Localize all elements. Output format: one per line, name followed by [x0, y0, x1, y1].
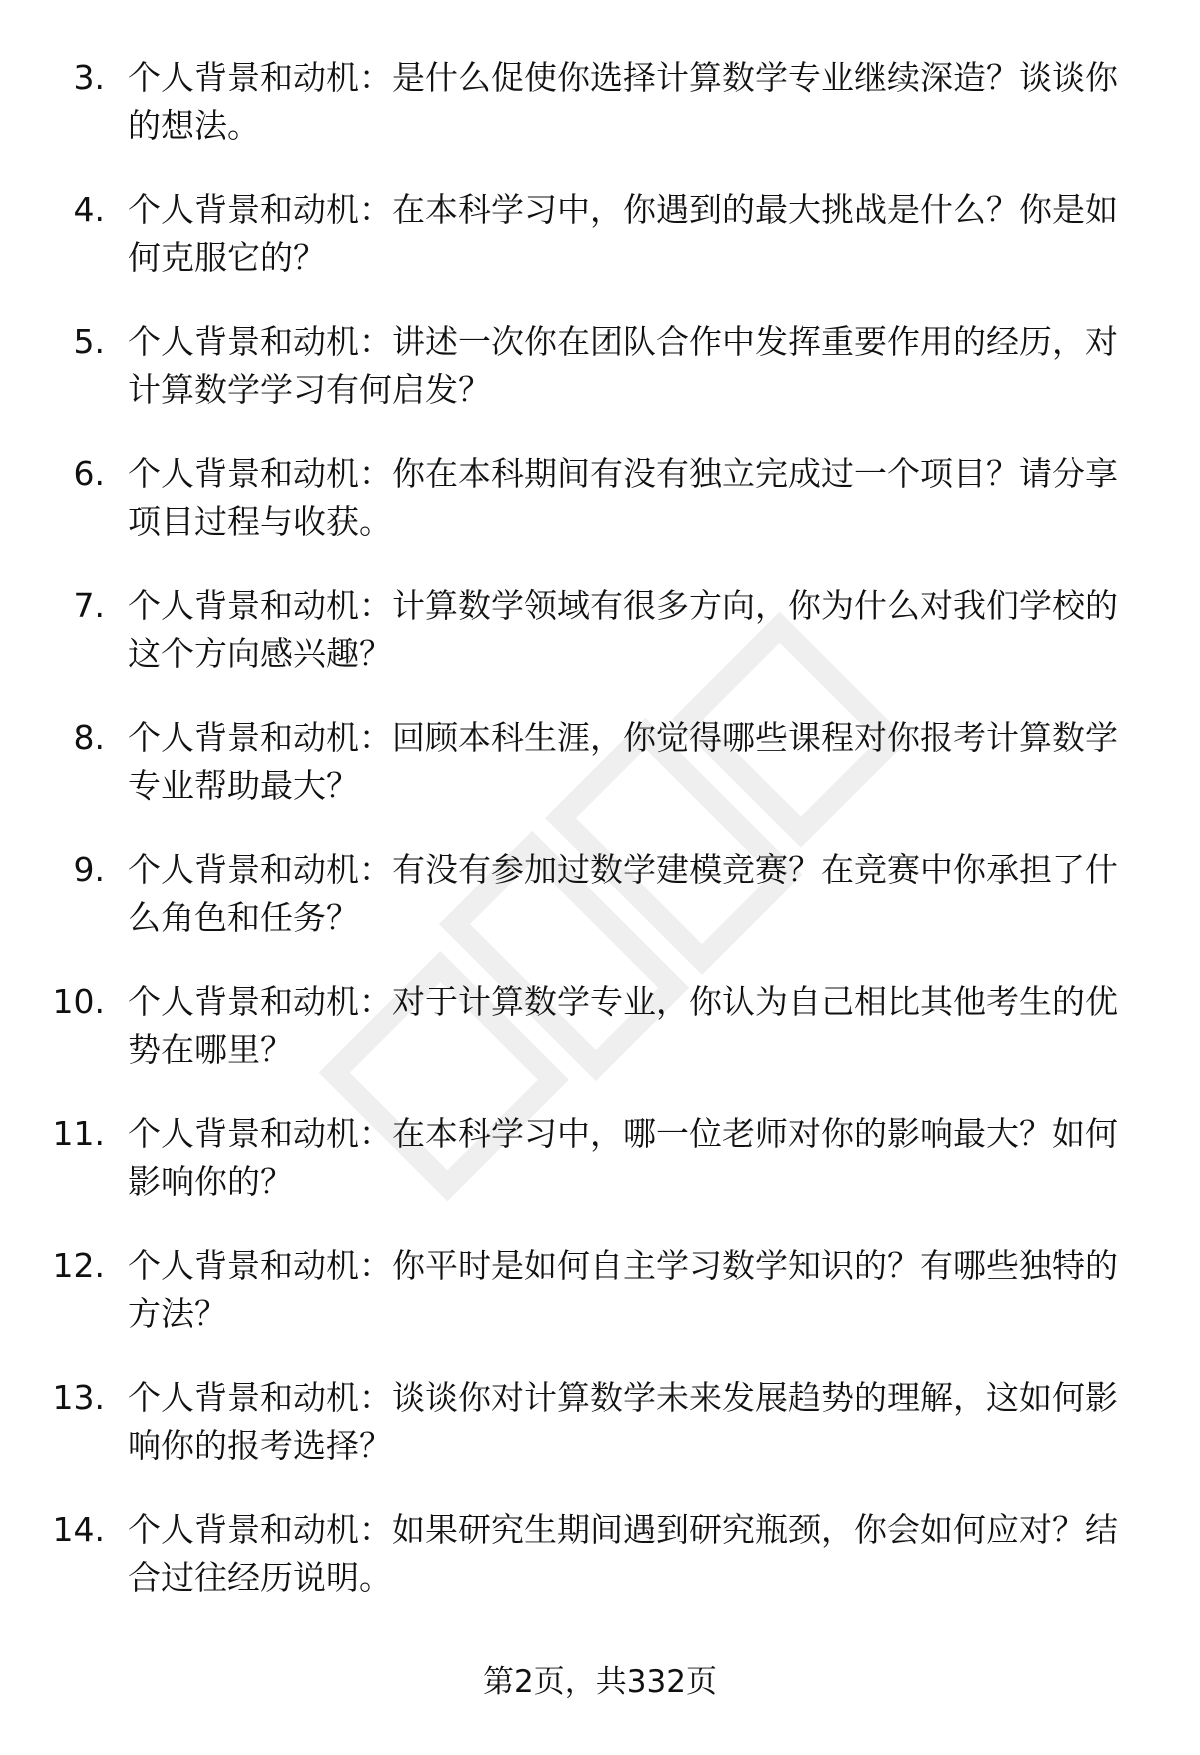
item-text: 个人背景和动机：你在本科期间有没有独立完成过一个项目？请分享项目过程与收获。	[128, 454, 1118, 541]
item-number: 4.	[73, 190, 105, 229]
item-number: 6.	[73, 454, 105, 493]
list-item	[0, 1374, 1200, 1506]
item-number: 5.	[73, 322, 105, 361]
item-text: 个人背景和动机：是什么促使你选择计算数学专业继续深造？谈谈你的想法。	[128, 58, 1118, 145]
item-number: 3.	[73, 58, 105, 97]
list-item	[0, 978, 1200, 1110]
list-item	[0, 450, 1200, 582]
item-text: 个人背景和动机：如果研究生期间遇到研究瓶颈，你会如何应对？结合过往经历说明。	[128, 1510, 1118, 1597]
item-text: 个人背景和动机：讲述一次你在团队合作中发挥重要作用的经历，对计算数学学习有何启发？	[128, 322, 1118, 409]
list-item	[0, 1110, 1200, 1242]
item-text: 个人背景和动机：你平时是如何自主学习数学知识的？有哪些独特的方法？	[128, 1246, 1118, 1333]
list-item	[0, 318, 1200, 450]
item-text: 个人背景和动机：有没有参加过数学建模竞赛？在竞赛中你承担了什么角色和任务？	[128, 850, 1118, 937]
list-item	[0, 186, 1200, 318]
list-item	[0, 54, 1200, 186]
item-number: 14.	[52, 1510, 105, 1549]
list-item	[0, 714, 1200, 846]
item-number: 11.	[52, 1114, 105, 1153]
item-number: 10.	[52, 982, 105, 1021]
item-number: 9.	[73, 850, 105, 889]
item-number: 8.	[73, 718, 105, 757]
list-item	[0, 582, 1200, 714]
list-item	[0, 1506, 1200, 1638]
item-text: 个人背景和动机：回顾本科生涯，你觉得哪些课程对你报考计算数学专业帮助最大？	[128, 718, 1118, 805]
item-number: 13.	[52, 1378, 105, 1417]
item-text: 个人背景和动机：计算数学领域有很多方向，你为什么对我们学校的这个方向感兴趣？	[128, 586, 1118, 673]
item-text: 个人背景和动机：在本科学习中，哪一位老师对你的影响最大？如何影响你的？	[128, 1114, 1118, 1201]
question-list	[0, 54, 1200, 1638]
page-footer: 第2页，共332页	[483, 1664, 717, 1700]
item-text: 个人背景和动机：谈谈你对计算数学未来发展趋势的理解，这如何影响你的报考选择？	[128, 1378, 1118, 1465]
item-text: 个人背景和动机：对于计算数学专业，你认为自己相比其他考生的优势在哪里？	[128, 982, 1118, 1069]
list-item	[0, 846, 1200, 978]
list-item	[0, 1242, 1200, 1374]
item-number: 12.	[52, 1246, 105, 1285]
item-number: 7.	[73, 586, 105, 625]
item-text: 个人背景和动机：在本科学习中，你遇到的最大挑战是什么？你是如何克服它的？	[128, 190, 1118, 277]
